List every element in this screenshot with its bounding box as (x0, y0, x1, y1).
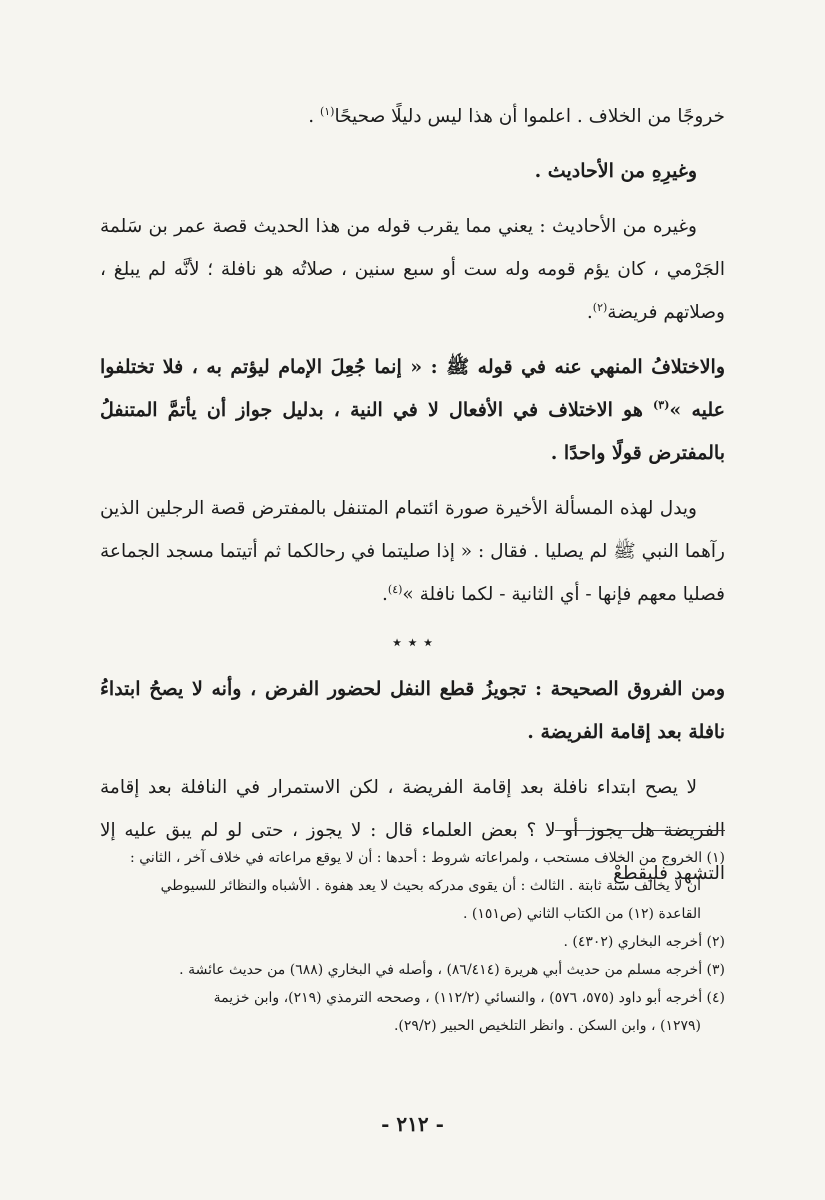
matn-paragraph-2: والاختلافُ المنهي عنه في قوله ﷺ : « إنما جُعِلَ الإمام ليؤتم به ، فلا تختلفوا عليه »$^{(٣)}$ هو الاختلاف في الأفعال لا في النية ، بدليل جواز أن يأتمَّ المتنفلُ بالمفترض قولًا واحدًا . (100, 356, 725, 464)
paragraph-1: خروجًا من الخلاف . اعلموا أن هذا ليس دليلًا صحيحًا$^{(١)}$ . (308, 104, 725, 127)
footnotes-section (100, 830, 725, 1040)
footnote-ref-4[interactable]: (٤) (387, 582, 403, 596)
footnote-divider-wrap (100, 830, 725, 844)
footnote-divider (555, 830, 725, 831)
matn-heading-1: وغيرِهِ من الأحاديث . (534, 160, 697, 182)
main-text (100, 95, 725, 907)
matn-paragraph-3: ومن الفروق الصحيحة : تجويزُ قطع النفل لحضور الفرض ، وأنه لا يصحُ ابتداءُ نافلة بعد إقامة الفريضة . (100, 678, 725, 743)
footnote-2: (٢) أخرجه البخاري (٤٣٠٢) . (563, 934, 725, 950)
footnote-3: (٣) أخرجه مسلم من حديث أبي هريرة (٨٦/٤١٤) ، وأصله في البخاري (٦٨٨) من حديث عائشة . (179, 962, 725, 978)
footnote-ref-3[interactable]: (٣) (653, 398, 670, 412)
paragraph-3: ويدل لهذه المسألة الأخيرة صورة ائتمام المتنفل بالمفترض قصة الرجلين الذين رآهما النبي ﷺ لم يصليا . فقال : « إذا صليتما في رحالكما ثم أتيتما مسجد الجماعة فصليا معهم فإنها - أي الثانية - لكما نافلة »$^{(٤)}$. (100, 498, 725, 605)
paragraph-4: لا يصح ابتداء نافلة بعد إقامة الفريضة ، لكن الاستمرار في النافلة بعد إقامة الفريضة هل يجوز أو لا ؟ بعض العلماء قال : لا يجوز ، حتى لو لم يبق عليه إلا التشهد فليقطعْ (100, 777, 725, 884)
footnote-4: (٤) أخرجه أبو داود (٥٧٥، ٥٧٦) ، والنسائي (١١٢/٢) ، وصححه الترمذي (٢١٩)، وابن خزيمة (١٢٧٩) ، وابن السكن . وانظر التلخيص الحبير (٢٩/٢). (213, 990, 725, 1034)
footnote-ref-2[interactable]: (٢) (592, 300, 608, 314)
page-number: - ٢١٢ - (381, 1112, 444, 1136)
section-separator: ٭ ٭ ٭ (392, 632, 433, 653)
footnote-ref-1[interactable]: (١) (319, 104, 335, 118)
paragraph-2: وغيره من الأحاديث : يعني مما يقرب قوله من هذا الحديث قصة عمر بن سَلمة الجَرْمي ، كان يؤم قومه وله ست أو سبع سنين ، صلاتُه هو نافلة ؛ لأنَّه لم يبلغ ، وصلاتهم فريضة$^{(٢)}$. (100, 216, 725, 323)
footnote-1: (١) الخروج من الخلاف مستحب ، ولمراعاته شروط : أحدها : أن لا يوقع مراعاته في خلاف آخر ، الثاني : أن لا يخالف سنة ثابتة . الثالث : أن يقوى مدركه بحيث لا يعد هفوة . الأشباه والنظائر للسيوطي القاعدة (١٢) من الكتاب الثاني (ص١٥١) . (130, 850, 725, 922)
